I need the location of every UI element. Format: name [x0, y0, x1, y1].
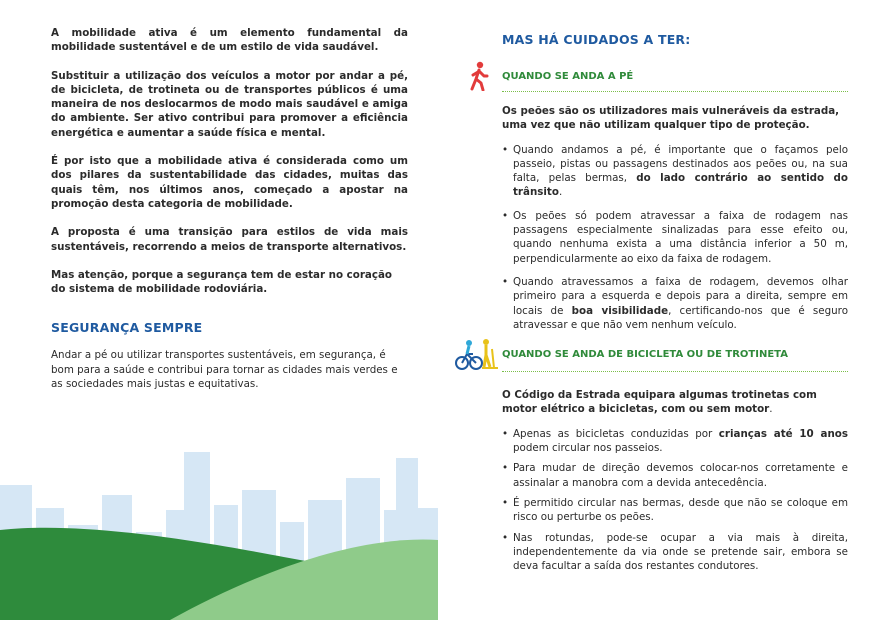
care-heading: MAS HÁ CUIDADOS A TER:: [502, 32, 691, 47]
city-skyline-illustration: [0, 450, 438, 620]
attention-paragraph: Mas atenção, porque a segurança tem de estar no coração do sistema de mobilidade rodoviária.: [51, 268, 392, 296]
walk-section-header: [502, 63, 848, 92]
list-item: • É permitido circular nas bermas, desde que não se coloque em risco ou perturbe os peões.: [502, 496, 848, 524]
proposal-paragraph: A proposta é uma transição para estilos de vida mais sustentáveis, recorrendo a meios de transporte alternativos.: [51, 226, 408, 253]
walk-section-title: QUANDO SE ANDA A PÉ: [502, 71, 634, 82]
list-item: • Apenas as bicicletas conduzidas por crianças até 10 anos podem circular nos passeios.: [502, 427, 848, 455]
list-item: • Para mudar de direção devemos colocar-nos corretamente e assinalar a manobra com a devida antecedência.: [502, 462, 848, 489]
safety-heading: SEGURANÇA SEMPRE: [51, 320, 203, 336]
list-item: • Quando andamos a pé, é importante que o façamos pelo passeio, pistas ou passagens destinados aos peões ou, na sua falta, pelas bermas, do lado contrário ao sentido do trânsito.: [502, 143, 848, 199]
right-column: [502, 26, 848, 579]
bike-section-title: QUANDO SE ANDA DE BICICLETA OU DE TROTINETA: [502, 349, 788, 361]
walk-intro: Os peões são os utilizadores mais vulneráveis da estrada, uma vez que não utilizam qualquer tipo de proteção.: [502, 105, 840, 132]
list-item: • Nas rotundas, pode-se ocupar a via mais à direita, independentemente da via onde se pretende sair, embora se deva facultar a saída dos restantes condutores.: [502, 531, 848, 573]
left-column: [51, 26, 408, 391]
list-item: • Quando atravessamos a faixa de rodagem, devemos olhar primeiro para a esquerda e depois para a direita, sempre em locais de boa visibilidade, certificando-nos que é seguro atravessar e que não vem nenhum veículo.: [502, 275, 848, 331]
pillars-paragraph: É por isto que a mobilidade ativa é considerada como um dos pilares da sustentabilidade das cidades, muitas das quais têm, nos últimos anos, começado a apostar na promoção desta categoria de mobilidade.: [51, 155, 408, 210]
bicycle-scooter-icon: [454, 337, 500, 371]
bike-section-header: [502, 343, 848, 372]
intro-paragraph: A mobilidade ativa é um elemento fundamental da mobilidade sustentável e de um estilo de vida saudável.: [51, 27, 408, 54]
list-item: • Os peões só podem atravessar a faixa de rodagem nas passagens especialmente sinalizadas para esse efeito ou, quando nenhuma exista a uma distância inferior a 50 m, perpendicularmente ao eixo da faixa de rodagem.: [502, 209, 848, 265]
bike-intro: O Código da Estrada equipara algumas trotinetas com motor elétrico a bicicletas, com ou sem motor.: [502, 389, 817, 416]
safety-paragraph: Andar a pé ou utilizar transportes sustentáveis, em segurança, é bom para a saúde e contribui para tornar as cidades mais verdes e as sociedades mais justas e equitativas.: [51, 349, 398, 391]
pedestrian-icon: [468, 61, 490, 91]
walk-rules-list: [502, 143, 848, 333]
substitution-paragraph: Substituir a utilização dos veículos a motor por andar a pé, de bicicleta, de trotineta ou de transportes públicos é uma maneira de nos deslocarmos de modo mais saudável e amiga do ambiente. Ser ativo contribui para promover a eficiência energética e aumentar a saúde física e mental.: [51, 69, 408, 139]
bike-rules-list: [502, 427, 848, 574]
